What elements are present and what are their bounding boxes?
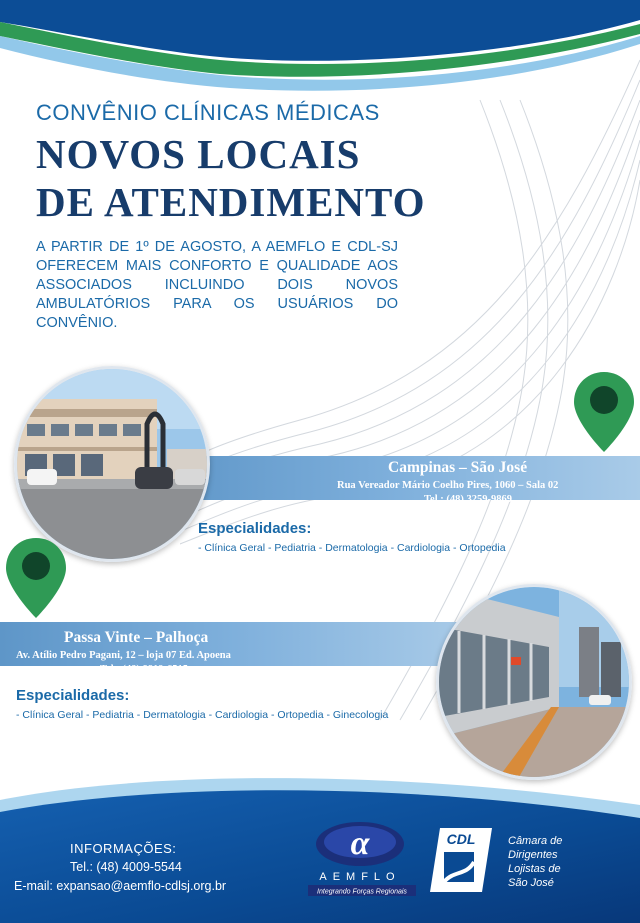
clinic1-specialties-title: Especialidades:	[198, 520, 312, 537]
clinic2-specialties-title: Especialidades:	[16, 687, 130, 704]
clinic1-photo	[14, 366, 210, 562]
footer-info-title: INFORMAÇÕES:	[70, 841, 177, 856]
map-pin-icon	[4, 536, 68, 620]
svg-text:Lojistas de: Lojistas de	[508, 863, 561, 875]
clinic2-address: Av. Atílio Pedro Pagani, 12 – loja 07 Ed. Apoena	[16, 650, 231, 661]
svg-text:CDL: CDL	[446, 831, 476, 847]
svg-text:α: α	[350, 825, 370, 862]
svg-text:Dirigentes: Dirigentes	[508, 849, 558, 861]
clinic2-photo	[436, 584, 632, 780]
footer-email[interactable]: E-mail: expansao@aemflo-cdlsj.org.br	[14, 879, 227, 893]
page-title-line2: DE ATENDIMENTO	[36, 179, 426, 225]
clinic1-building-image	[17, 369, 207, 559]
svg-text:AEMFLO: AEMFLO	[319, 871, 401, 883]
clinic2-name: Passa Vinte – Palhoça	[64, 629, 209, 646]
map-pin-icon	[572, 370, 636, 454]
clinic1-phone: Tel.: (48) 3259-9869	[424, 494, 512, 505]
aemflo-logo-icon	[300, 818, 424, 898]
svg-text:Câmara de: Câmara de	[508, 835, 563, 847]
clinic1-address: Rua Vereador Mário Coelho Pires, 1060 – Sala 02	[337, 480, 559, 491]
svg-text:Integrando Forças Regionais: Integrando Forças Regionais	[317, 888, 407, 896]
footer-phone: Tel.: (48) 4009-5544	[70, 860, 182, 874]
intro-paragraph: A PARTIR DE 1º DE AGOSTO, A AEMFLO E CDL-SJ OFERECEM MAIS CONFORTO E QUALIDADE AOS ASSOCIADOS INCLUINDO DOIS NOVOS AMBULATÓRIOS PARA OS USUÁRIOS DO CONVÊNIO.	[36, 239, 398, 331]
clinic1-name: Campinas – São José	[388, 459, 528, 476]
svg-text:São José: São José	[508, 877, 554, 889]
clinic1-specialties-list: - Clínica Geral - Pediatria - Dermatologia - Cardiologia - Ortopedia	[198, 542, 506, 554]
page-title-line1: NOVOS LOCAIS	[36, 131, 361, 177]
clinic2-specialties-list: - Clínica Geral - Pediatria - Dermatologia - Cardiologia - Ortopedia - Ginecologia	[16, 709, 389, 721]
clinic2-phone: Tel.: (48) 8819-6515	[100, 664, 188, 675]
clinic2-building-image	[439, 587, 629, 777]
cdl-logo-icon	[430, 822, 636, 898]
page-subtitle: CONVÊNIO CLÍNICAS MÉDICAS	[36, 100, 380, 125]
